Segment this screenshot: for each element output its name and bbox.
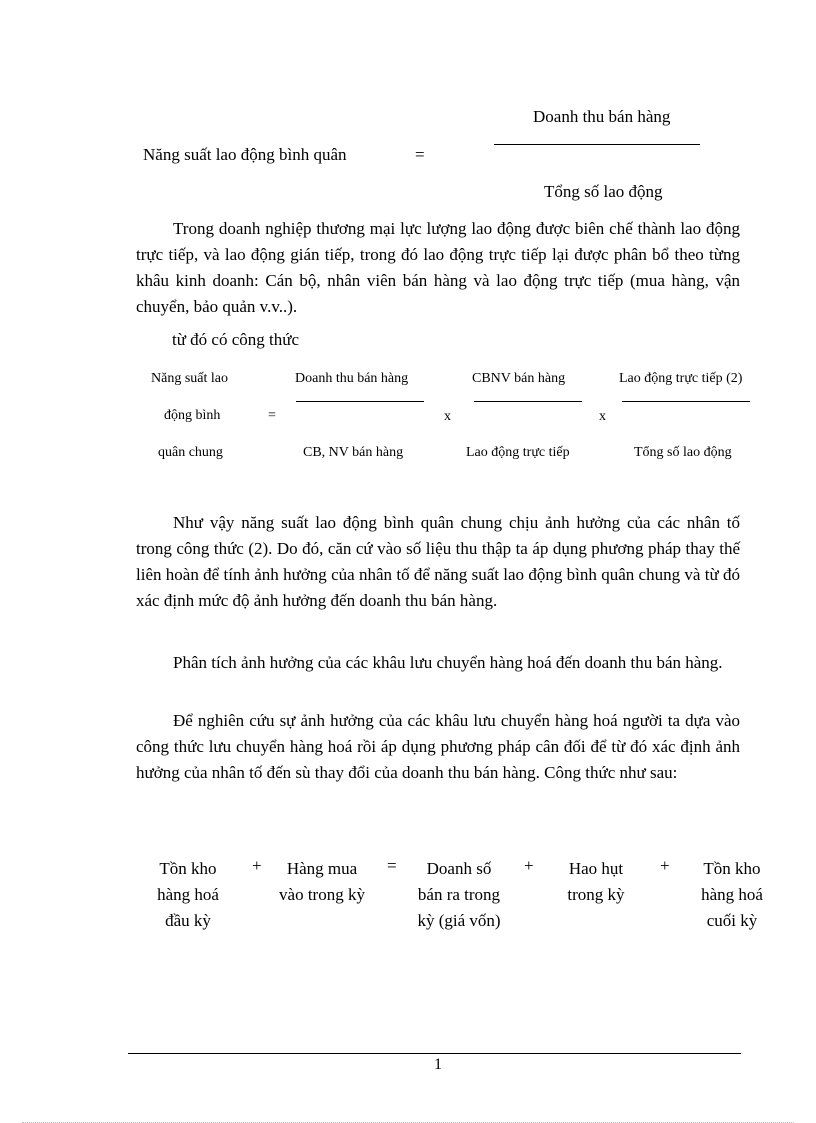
formula3-term-losses: [554, 856, 638, 908]
formula2-fraction1-denominator: CB, NV bán hàng: [303, 445, 404, 460]
formula2-fraction2-denominator: Lao động trực tiếp: [466, 445, 570, 460]
formula2-fraction1-numerator: Doanh thu bán hàng: [295, 371, 409, 386]
formula2-lhs-line2: động bình: [164, 408, 221, 423]
term-line: cuối kỳ: [706, 911, 758, 930]
term-line: Doanh số: [426, 859, 492, 878]
formula3-plus: +: [660, 856, 670, 875]
term-line: Hàng mua: [286, 859, 358, 878]
paragraph-formula-intro: từ đó có công thức: [172, 330, 300, 349]
page-number: 1: [434, 1056, 442, 1073]
term-line: vào trong kỳ: [279, 885, 365, 904]
term-line: đầu kỳ: [165, 911, 211, 930]
formula3-plus: +: [252, 856, 262, 875]
term-line: bán ra trong: [417, 885, 501, 904]
fraction-bar: [474, 401, 582, 402]
formula3-term-opening-stock: [138, 856, 238, 934]
term-line: hàng hoá: [157, 885, 219, 904]
formula2-equals: =: [268, 408, 276, 423]
formula2-fraction3-numerator: Lao động trực tiếp (2): [619, 371, 743, 386]
formula3-equals: =: [387, 856, 397, 875]
term-line: Tồn kho: [703, 859, 761, 878]
formula2-fraction3-denominator: Tổng số lao động: [634, 445, 732, 460]
term-line: Hao hụt: [568, 859, 624, 878]
paragraph-circulation: Phân tích ảnh hưởng của các khâu lưu chuyển hàng hoá đến doanh thu bán hàng.: [173, 653, 723, 672]
formula1-numerator: Doanh thu bán hàng: [533, 107, 671, 126]
footer-divider: [128, 1053, 741, 1054]
term-line: Tồn kho: [159, 859, 217, 878]
formula2-fraction2-numerator: CBNV bán hàng: [472, 371, 566, 386]
formula3-term-sales: [406, 856, 512, 934]
formula2-lhs-line1: Năng suất lao: [151, 371, 228, 386]
fraction-bar: [622, 401, 750, 402]
formula1-equals: =: [415, 145, 425, 164]
formula3-term-purchases: [266, 856, 378, 908]
paragraph-method: Để nghiên cứu sự ảnh hưởng của các khâu lưu chuyển hàng hoá người ta dựa vào công thức lưu chuyển hàng hoá rồi áp dụng phương pháp cân đối để từ đó xác định ảnh hưởng của nhân tố đến sù thay đổi của doanh thu bán hàng. Công thức như sau:: [136, 711, 740, 782]
formula2-times2: x: [599, 409, 606, 424]
fraction-bar: [296, 401, 424, 402]
formula1-lhs: Năng suất lao động bình quân: [143, 145, 347, 164]
formula2-lhs-line3: quân chung: [158, 445, 223, 460]
paragraph-workforce: Trong doanh nghiệp thương mại lực lượng lao động được biên chế thành lao động trực tiếp, và lao động gián tiếp, trong đó lao động trực tiếp lại được phân bổ theo từng khâu kinh doanh: Cán bộ, nhân viên bán hàng và lao động trực tiếp (mua hàng, vận chuyển, bảo quản v.v..).: [136, 219, 740, 316]
formula3-term-closing-stock: [686, 856, 778, 934]
formula3-plus: +: [524, 856, 534, 875]
term-line: kỳ (giá vốn): [417, 911, 501, 930]
term-line: hàng hoá: [701, 885, 763, 904]
formula2-times1: x: [444, 409, 451, 424]
formula1-denominator: Tổng số lao động: [544, 182, 663, 201]
fraction-bar: [494, 144, 700, 145]
term-line: trong kỳ: [567, 885, 625, 904]
paragraph-analysis: Như vậy năng suất lao động bình quân chung chịu ảnh hưởng của các nhân tố trong công thức (2). Do đó, căn cứ vào số liệu thu thập ta áp dụng phương pháp thay thế liên hoàn để tính ảnh hưởng của nhân tố để năng suất lao động bình quân chung và từ đó xác định mức độ ảnh hưởng đến doanh thu bán hàng.: [136, 513, 740, 610]
